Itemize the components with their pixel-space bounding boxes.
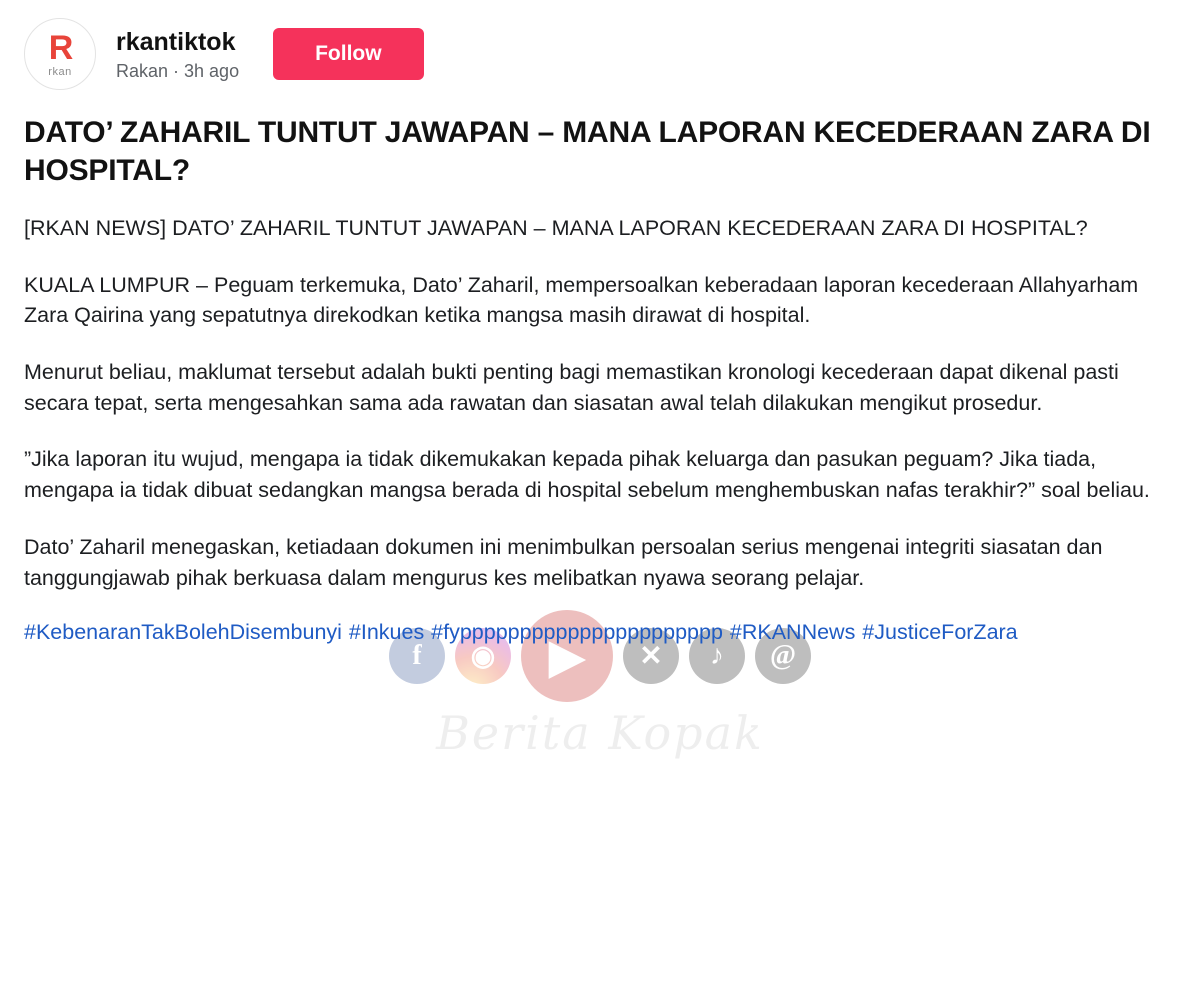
watermark-text: Berita Kopak	[436, 706, 764, 760]
post-content	[0, 96, 1200, 648]
tiktok-icon: ♪	[689, 628, 745, 684]
avatar-logo-letter: R	[48, 29, 72, 67]
post-paragraph: ”Jika laporan itu wujud, mengapa ia tidak dikemukakan kepada pihak keluarga dan pasukan peguam? Jika tiada, mengapa ia tidak dibuat sedangkan mangsa berada di hospital sebelum menghembuskan nafas terakhir?” soal beliau.	[24, 447, 1150, 503]
author-identity	[116, 27, 239, 82]
follow-button[interactable]: Follow	[273, 28, 424, 79]
post-paragraph: [RKAN NEWS] DATO’ ZAHARIL TUNTUT JAWAPAN – MANA LAPORAN KECEDERAAN ZARA DI HOSPITAL?	[24, 215, 1088, 240]
instagram-icon: ◉	[455, 628, 511, 684]
post-meta: Rakan · 3h ago	[116, 60, 240, 81]
x-icon: ✕	[623, 628, 679, 684]
author-username[interactable]: rkantiktok	[116, 27, 236, 56]
post-header	[0, 0, 1200, 96]
post-paragraph: KUALA LUMPUR – Peguam terkemuka, Dato’ Zaharil, mempersoalkan keberadaan laporan kecederaan Allahyarham Zara Qairina yang sepatutnya direkodkan ketika mangsa masih dirawat di hospital.	[24, 272, 1139, 328]
threads-icon: @	[755, 628, 811, 684]
hashtag-list[interactable]: #KebenaranTakBolehDisembunyi #Inkues #fypppppppppppppppppppppp #RKANNews #JusticeForZara	[24, 620, 1018, 645]
page-title: DATO’ ZAHARIL TUNTUT JAWAPAN – MANA LAPORAN KECEDERAAN ZARA DI HOSPITAL?	[24, 116, 1151, 188]
post-paragraph: Dato’ Zaharil menegaskan, ketiadaan dokumen ini menimbulkan persoalan serius mengenai integriti siasatan dan tanggungjawab pihak berkuasa dalam mengurus kes melibatkan nyawa seorang pelajar.	[24, 534, 1103, 590]
avatar-logo-icon	[49, 31, 72, 65]
avatar-logo-subtext: rkan	[48, 66, 72, 78]
youtube-icon: ▶	[521, 610, 613, 702]
facebook-icon: f	[389, 628, 445, 684]
post-paragraph: Menurut beliau, maklumat tersebut adalah bukti penting bagi memastikan kronologi kecederaan dapat dikenal pasti secara tepat, serta mengesahkan sama ada rawatan dan siasatan awal telah dilakukan mengikut prosedur.	[24, 359, 1119, 415]
avatar[interactable]	[24, 18, 96, 90]
